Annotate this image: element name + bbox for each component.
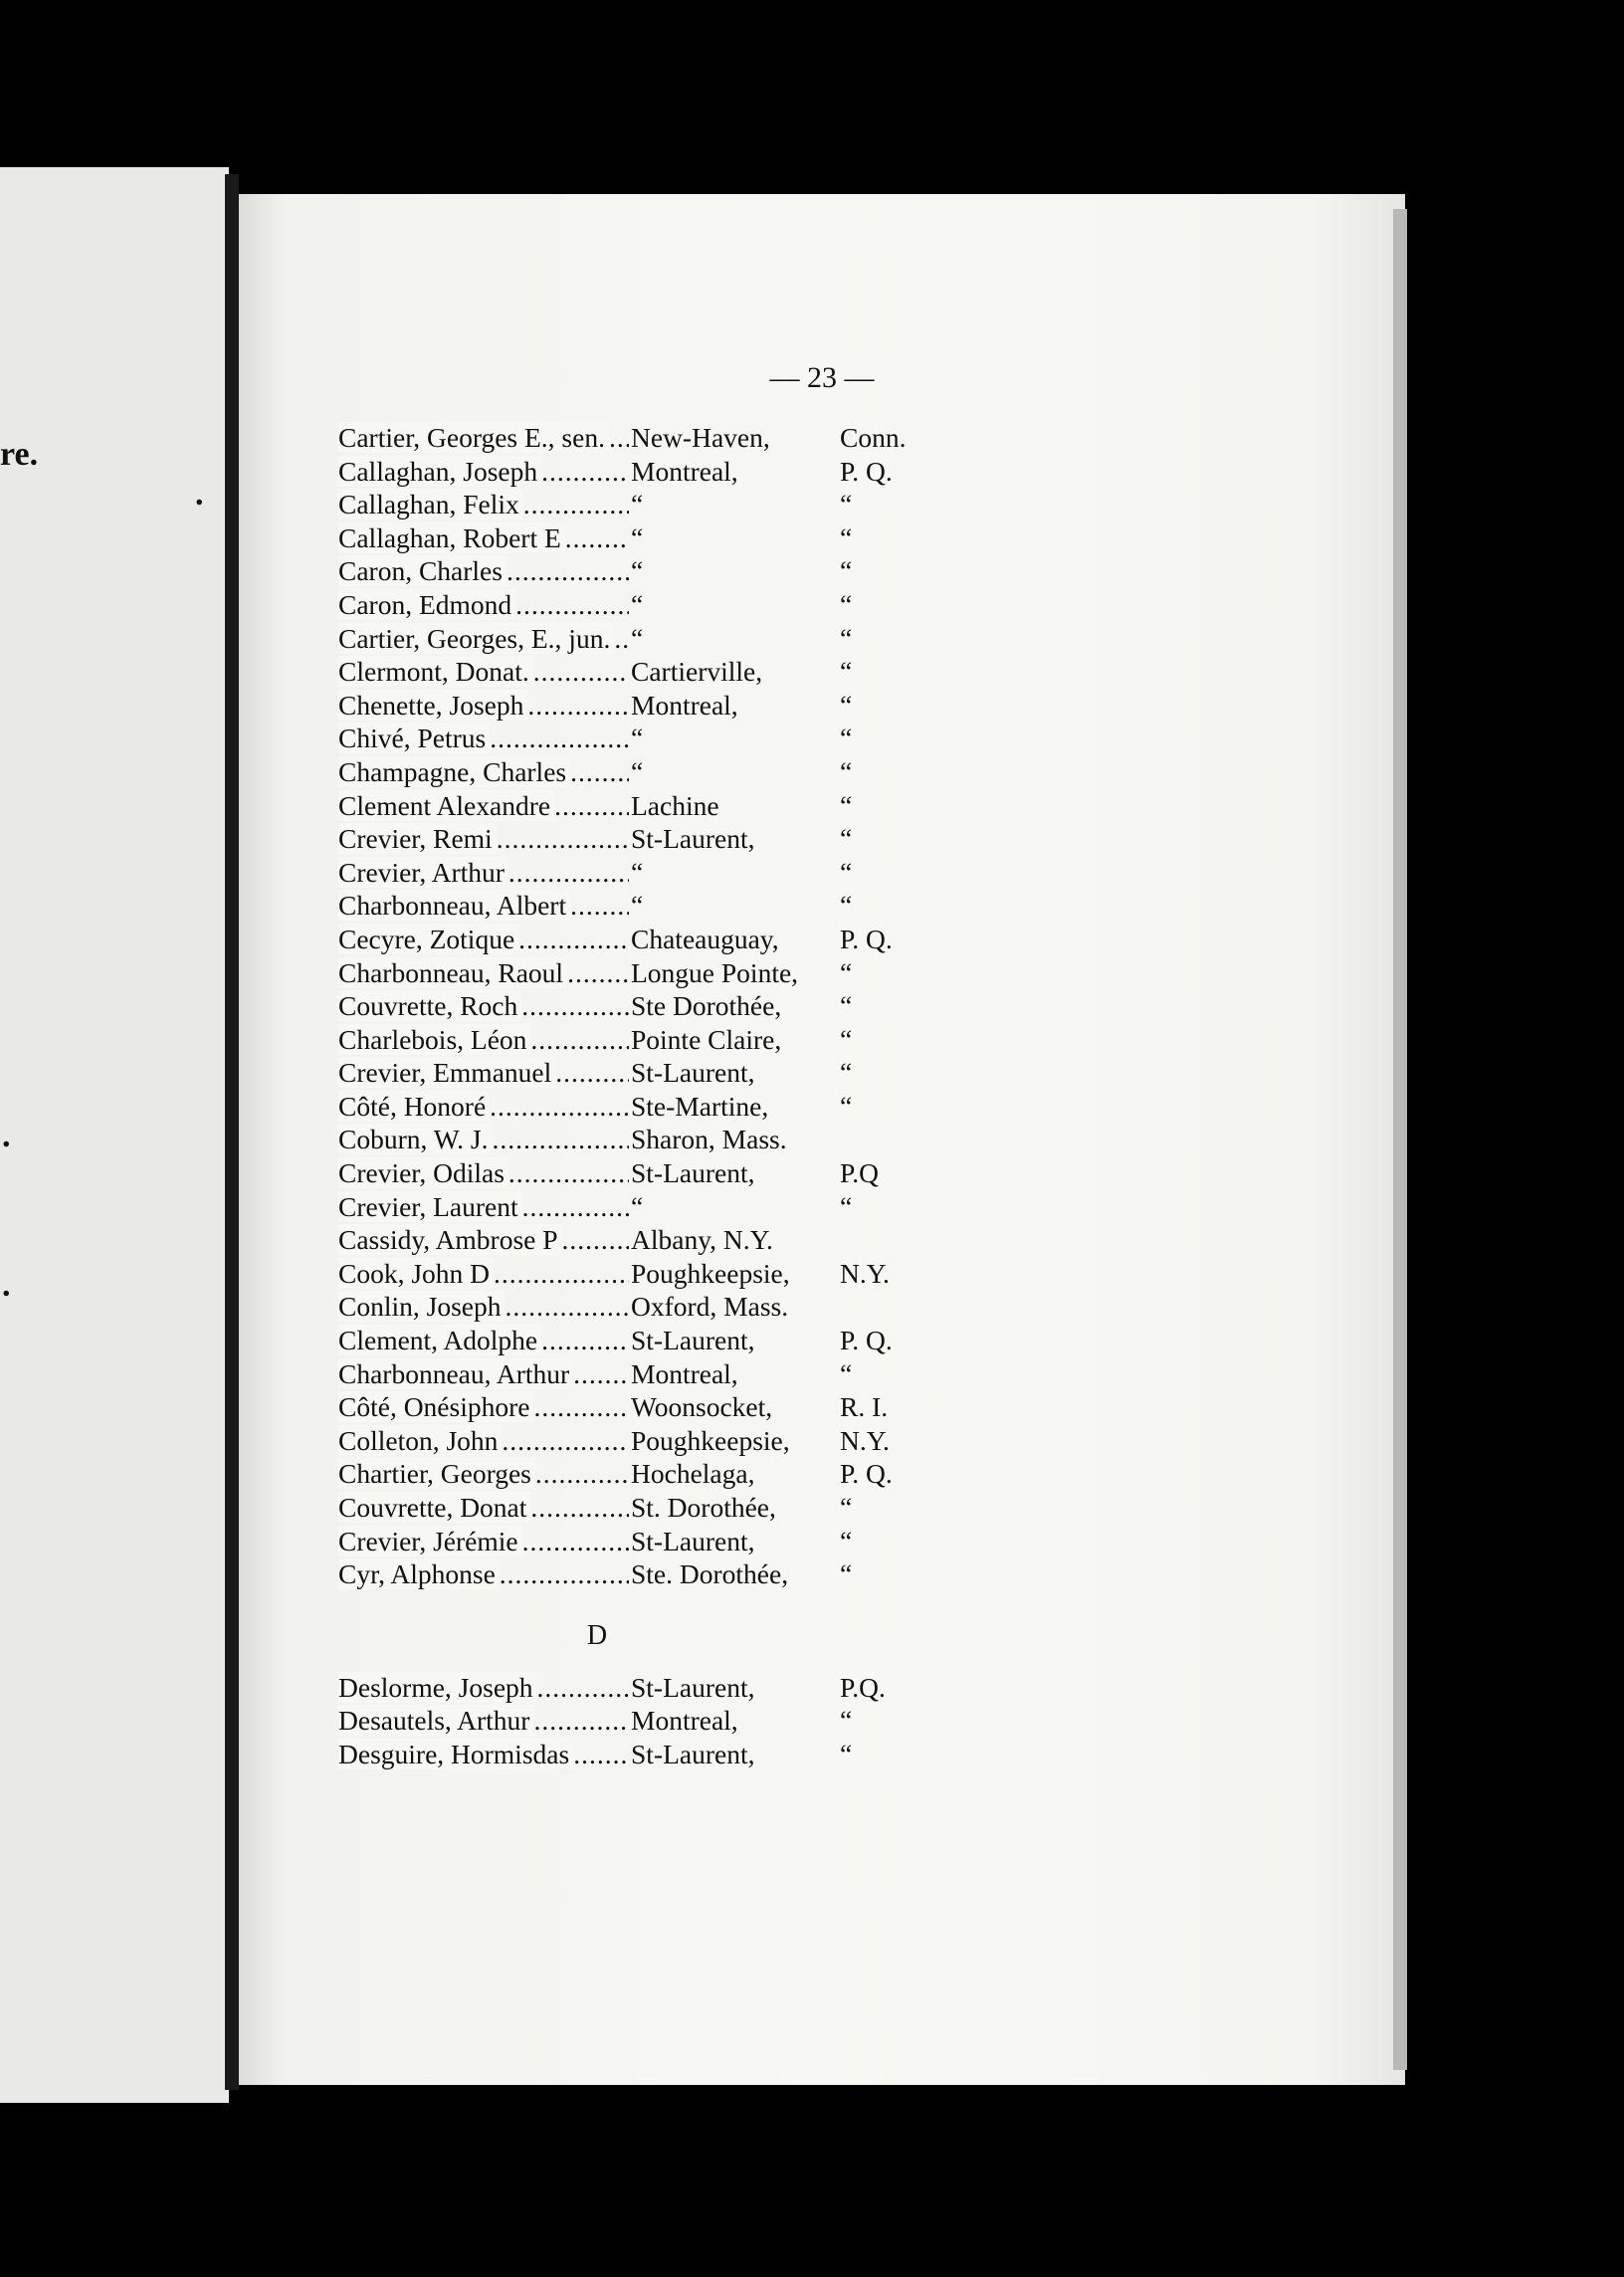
directory-entry bbox=[338, 856, 1015, 890]
entry-region: P. Q. bbox=[840, 1325, 893, 1356]
entry-place: Ste Dorothée, bbox=[631, 990, 782, 1022]
entry-region: “ bbox=[840, 956, 853, 988]
entry-region: “ bbox=[840, 723, 853, 754]
entry-region: “ bbox=[840, 1190, 853, 1222]
entry-place: “ bbox=[631, 890, 644, 922]
entry-region: “ bbox=[840, 1090, 853, 1122]
entry-name: Clement, Adolphe ..... bbox=[338, 1324, 629, 1357]
entry-name: Charbonneau, Arthur ..... bbox=[338, 1357, 629, 1391]
directory-entry bbox=[338, 488, 1015, 521]
entry-place: Chateauguay, bbox=[631, 923, 779, 954]
directory-entry bbox=[338, 1056, 1015, 1090]
entry-region: “ bbox=[840, 656, 853, 688]
entry-name: Callaghan, Joseph ..... bbox=[338, 455, 629, 489]
entry-region: “ bbox=[840, 1023, 853, 1055]
entry-place: “ bbox=[631, 723, 644, 754]
entry-name: Desguire, Hormisdas ..... bbox=[338, 1738, 629, 1771]
entry-name: Cyr, Alphonse ..... bbox=[338, 1557, 629, 1591]
entry-place: “ bbox=[631, 1190, 644, 1222]
entry-region: “ bbox=[840, 856, 853, 888]
directory-entry bbox=[338, 1738, 1015, 1771]
entry-region: “ bbox=[840, 622, 853, 654]
entry-region: “ bbox=[840, 1558, 853, 1590]
entry-place: Montreal, bbox=[631, 689, 738, 721]
directory-entry bbox=[338, 689, 1015, 723]
entry-place: “ bbox=[631, 555, 644, 587]
directory-entry bbox=[338, 1290, 1015, 1324]
entry-place: “ bbox=[631, 856, 644, 888]
entry-region: P. Q. bbox=[840, 455, 893, 487]
entry-region: “ bbox=[840, 890, 853, 922]
entry-place: Woonsocket, bbox=[631, 1391, 773, 1423]
entry-name: Cook, John D ..... bbox=[338, 1257, 629, 1291]
entry-place: St-Laurent, bbox=[631, 1157, 755, 1189]
entry-region: “ bbox=[840, 755, 853, 787]
entry-region: P.Q. bbox=[840, 1671, 886, 1703]
entry-region: P.Q bbox=[840, 1157, 879, 1189]
entry-name: Charbonneau, Raoul ..... bbox=[338, 956, 629, 990]
left-page-fragment: . bbox=[195, 476, 204, 513]
entry-name: Crevier, Remi ..... bbox=[338, 822, 629, 856]
entry-place: New-Haven, bbox=[631, 422, 770, 453]
directory-entry bbox=[338, 1257, 1015, 1291]
entry-place: Hochelaga, bbox=[631, 1458, 755, 1490]
entry-region: “ bbox=[840, 990, 853, 1022]
entry-place: St-Laurent, bbox=[631, 1325, 755, 1356]
entry-region bbox=[840, 1290, 949, 1324]
section-c bbox=[338, 421, 1015, 1591]
entry-name: Coburn, W. J. ..... bbox=[338, 1123, 629, 1156]
directory-entry bbox=[338, 455, 1015, 489]
directory-entry bbox=[338, 1557, 1015, 1591]
entry-place: “ bbox=[631, 755, 644, 787]
directory-entry bbox=[338, 755, 1015, 789]
entry-place: St-Laurent, bbox=[631, 1057, 755, 1089]
entry-region: “ bbox=[840, 1705, 853, 1737]
entry-name: Callaghan, Robert E ..... bbox=[338, 521, 629, 555]
entry-place: “ bbox=[631, 521, 644, 553]
entry-region: N.Y. bbox=[840, 1257, 890, 1289]
left-page-fragment: . bbox=[2, 1267, 11, 1304]
entry-name: Côté, Honoré ..... bbox=[338, 1090, 629, 1124]
directory-entry bbox=[338, 889, 1015, 923]
entry-region: R. I. bbox=[840, 1391, 889, 1423]
entry-place: Oxford, Mass. bbox=[631, 1291, 789, 1323]
entry-place: “ bbox=[631, 588, 644, 620]
left-page-fragment: re. bbox=[0, 436, 39, 473]
entry-name: Clement Alexandre ..... bbox=[338, 789, 629, 823]
directory-entry bbox=[338, 1023, 1015, 1057]
directory-entry bbox=[338, 789, 1015, 823]
entry-place: Poughkeepsie, bbox=[631, 1424, 790, 1456]
entry-place: Montreal, bbox=[631, 455, 738, 487]
entry-region bbox=[840, 1223, 949, 1257]
entry-region: “ bbox=[840, 689, 853, 721]
directory-entry bbox=[338, 1704, 1015, 1738]
directory-entry bbox=[338, 655, 1015, 689]
entry-name: Cassidy, Ambrose P ..... bbox=[338, 1223, 629, 1257]
directory-entry bbox=[338, 622, 1015, 656]
entry-name: Chartier, Georges ..... bbox=[338, 1457, 629, 1491]
entry-name: Cartier, Georges, E., jun. ..... bbox=[338, 622, 629, 656]
entry-name: Deslorme, Joseph ..... bbox=[338, 1671, 629, 1705]
page-edge-shadow bbox=[1393, 209, 1407, 2070]
directory-entry bbox=[338, 1457, 1015, 1491]
entry-region: “ bbox=[840, 1492, 853, 1523]
entry-region: “ bbox=[840, 823, 853, 855]
entry-place: “ bbox=[631, 489, 644, 520]
directory-entry bbox=[338, 1223, 1015, 1257]
entry-place: Ste-Martine, bbox=[631, 1090, 769, 1122]
entry-region: P. Q. bbox=[840, 1458, 893, 1490]
entry-name: Crevier, Jérémie ..... bbox=[338, 1525, 629, 1558]
entry-place: St-Laurent, bbox=[631, 823, 755, 855]
entry-region: “ bbox=[840, 489, 853, 520]
entry-name: Callaghan, Felix ..... bbox=[338, 488, 629, 521]
entry-region: “ bbox=[840, 588, 853, 620]
entry-name: Clermont, Donat. ..... bbox=[338, 655, 629, 689]
entry-place: Montreal, bbox=[631, 1705, 738, 1737]
directory-entry bbox=[338, 1357, 1015, 1391]
entry-name: Cartier, Georges E., sen. ..... bbox=[338, 421, 629, 455]
directory-entry bbox=[338, 1671, 1015, 1705]
directory-entry bbox=[338, 822, 1015, 856]
directory-entry bbox=[338, 956, 1015, 990]
entry-place: St-Laurent, bbox=[631, 1671, 755, 1703]
entry-place: Sharon, Mass. bbox=[631, 1124, 787, 1155]
document-page bbox=[239, 194, 1405, 2085]
left-page-fragment: . bbox=[2, 1118, 11, 1154]
directory-entry bbox=[338, 923, 1015, 956]
entry-name: Charlebois, Léon ..... bbox=[338, 1023, 629, 1057]
directory-entry bbox=[338, 1525, 1015, 1558]
entry-name: Champagne, Charles ..... bbox=[338, 755, 629, 789]
entry-place: Pointe Claire, bbox=[631, 1023, 782, 1055]
entry-name: Cecyre, Zotique ..... bbox=[338, 923, 629, 956]
entry-place: Albany, N.Y. bbox=[631, 1224, 773, 1256]
entry-region: “ bbox=[840, 555, 853, 587]
directory-entry bbox=[338, 1424, 1015, 1458]
directory-entry bbox=[338, 521, 1015, 555]
directory-entry bbox=[338, 588, 1015, 622]
entry-name: Crevier, Odilas ..... bbox=[338, 1156, 629, 1190]
entry-name: Crevier, Laurent ..... bbox=[338, 1190, 629, 1224]
entry-place: St. Dorothée, bbox=[631, 1492, 776, 1523]
directory-entry bbox=[338, 1390, 1015, 1424]
entry-name: Desautels, Arthur ..... bbox=[338, 1704, 629, 1738]
entry-place: “ bbox=[631, 622, 644, 654]
directory-entry bbox=[338, 554, 1015, 588]
directory-entry bbox=[338, 1123, 1015, 1156]
directory-entry bbox=[338, 722, 1015, 755]
entry-region: P. Q. bbox=[840, 923, 893, 954]
entry-name: Conlin, Joseph ..... bbox=[338, 1290, 629, 1324]
entry-place: Lachine bbox=[631, 789, 719, 821]
entry-region: Conn. bbox=[840, 422, 907, 453]
entry-place: St-Laurent, bbox=[631, 1738, 755, 1769]
entry-region: “ bbox=[840, 521, 853, 553]
entry-region: “ bbox=[840, 1057, 853, 1089]
entry-name: Colleton, John ..... bbox=[338, 1424, 629, 1458]
entry-place: Ste. Dorothée, bbox=[631, 1558, 789, 1590]
entry-place: Longue Pointe, bbox=[631, 956, 799, 988]
directory-entry bbox=[338, 1156, 1015, 1190]
entry-place: Poughkeepsie, bbox=[631, 1257, 790, 1289]
entry-region: N.Y. bbox=[840, 1424, 890, 1456]
section-heading-d: D bbox=[586, 1619, 608, 1651]
entry-name: Crevier, Arthur ..... bbox=[338, 856, 629, 890]
entry-place: Montreal, bbox=[631, 1357, 738, 1389]
page-number: — 23 — bbox=[769, 361, 875, 394]
entry-place: St-Laurent, bbox=[631, 1525, 755, 1556]
directory-entry bbox=[338, 1491, 1015, 1525]
book-spine bbox=[225, 174, 239, 2090]
entry-name: Couvrette, Roch ..... bbox=[338, 989, 629, 1023]
left-page-edge bbox=[0, 167, 229, 2103]
entry-name: Chivé, Petrus ..... bbox=[338, 722, 629, 755]
entry-region: “ bbox=[840, 789, 853, 821]
directory-entry bbox=[338, 1090, 1015, 1124]
entry-place: Cartierville, bbox=[631, 656, 763, 688]
entry-region bbox=[840, 1123, 949, 1156]
directory-entry bbox=[338, 1190, 1015, 1224]
directory-entry bbox=[338, 1324, 1015, 1357]
entry-name: Couvrette, Donat ..... bbox=[338, 1491, 629, 1525]
entry-region: “ bbox=[840, 1525, 853, 1556]
entry-name: Chenette, Joseph ..... bbox=[338, 689, 629, 723]
entry-name: Caron, Charles ..... bbox=[338, 554, 629, 588]
directory-list bbox=[338, 421, 1015, 1771]
entry-name: Caron, Edmond ..... bbox=[338, 588, 629, 622]
directory-entry bbox=[338, 421, 1015, 455]
entry-name: Côté, Onésiphore ..... bbox=[338, 1390, 629, 1424]
entry-region: “ bbox=[840, 1357, 853, 1389]
directory-entry bbox=[338, 989, 1015, 1023]
section-d bbox=[338, 1671, 1015, 1771]
entry-name: Charbonneau, Albert ..... bbox=[338, 889, 629, 923]
entry-region: “ bbox=[840, 1738, 853, 1769]
entry-name: Crevier, Emmanuel ..... bbox=[338, 1056, 629, 1090]
